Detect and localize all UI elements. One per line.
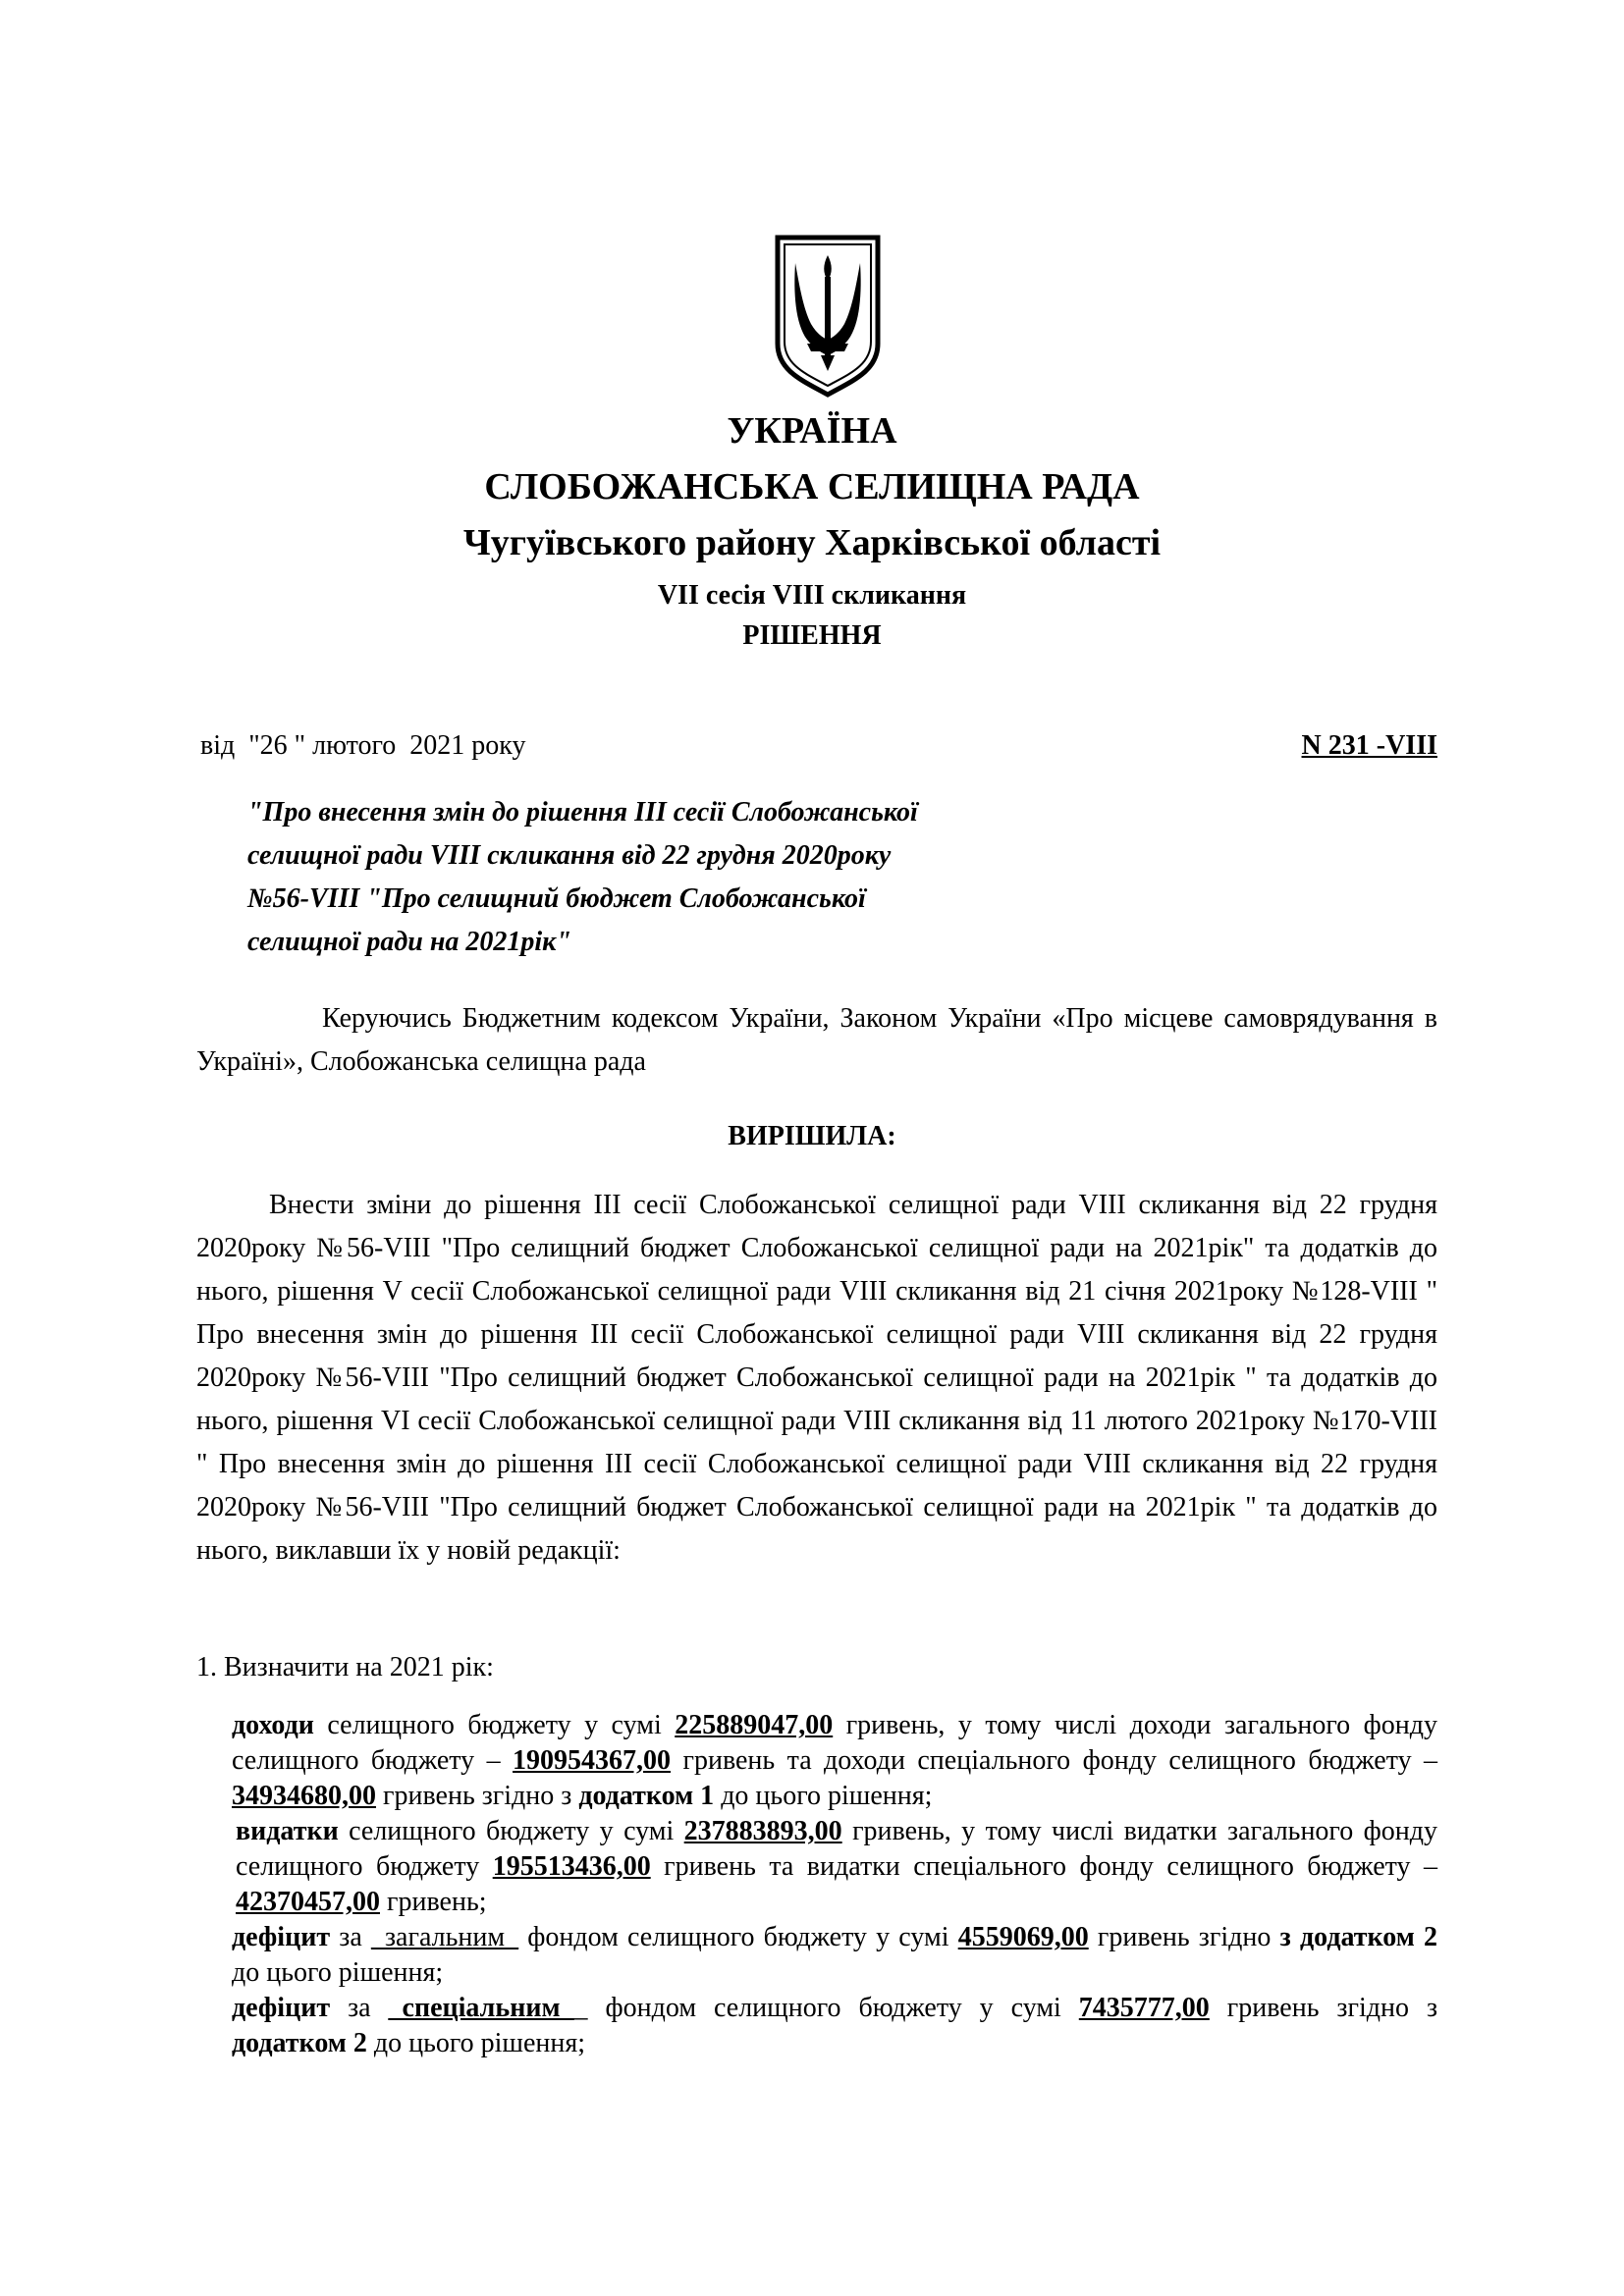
- text-fragment: гривень та видатки спеціального фонду селищного бюджету –: [650, 1851, 1438, 1882]
- expenses-paragraph: [232, 1814, 1437, 1920]
- text-fragment: за: [330, 1993, 389, 2023]
- council-heading: СЛОБОЖАНСЬКА СЕЛИЩНА РАДА: [484, 466, 1140, 507]
- deficit-special-amount: 7435777,00: [1078, 1993, 1210, 2023]
- text-fragment: гривень згідно з: [1209, 1993, 1437, 2023]
- text-fragment: за: [330, 1922, 371, 1952]
- deficit-special-label: дефіцит: [232, 1993, 331, 2023]
- text-fragment: до цього рішення;: [714, 1781, 933, 1811]
- title-line: селищної ради на 2021рік": [247, 927, 571, 957]
- revenues-annex: додатком 1: [578, 1781, 715, 1811]
- title-line: селищної ради VIII скликання від 22 грудня 2020року: [247, 840, 892, 871]
- item-1-heading: 1. Визначити на 2021 рік:: [196, 1652, 494, 1682]
- title-line: "Про внесення змін до рішення ІІІ сесії Слобожанської: [247, 797, 918, 828]
- text-fragment: фондом селищного бюджету у сумі: [518, 1922, 958, 1952]
- text-fragment: до цього рішення;: [366, 2028, 586, 2058]
- text-fragment: гривень згідно: [1088, 1922, 1280, 1952]
- expenses-label: видатки: [236, 1816, 339, 1846]
- text-fragment: селищного бюджету у сумі: [338, 1816, 684, 1846]
- title-line: №56-VIII "Про селищний бюджет Слобожанської: [247, 883, 866, 914]
- expenses-total: 237883893,00: [683, 1816, 842, 1846]
- text-fragment: _ фондом селищного бюджету у сумі: [573, 1993, 1079, 2023]
- revenues-general: 190954367,00: [513, 1745, 672, 1776]
- text-fragment: гривень, у тому числі видатки загального фонду селищного бюджету: [236, 1816, 1437, 1882]
- deficit-special-annex: додатком 2: [232, 2028, 367, 2058]
- text-fragment: до цього рішення;: [232, 1957, 444, 1988]
- decision-title: [247, 791, 1131, 964]
- deficit-general-amount: 4559069,00: [957, 1922, 1089, 1952]
- text-fragment: гривень, у тому числі доходи загального фонду селищного бюджету –: [232, 1710, 1437, 1776]
- deficit-general-fund: _загальним_: [370, 1922, 519, 1952]
- country-heading: УКРАЇНА: [727, 410, 897, 452]
- revenues-label: доходи: [232, 1710, 314, 1740]
- resolved-heading: ВИРІШИЛА:: [728, 1121, 896, 1151]
- body-paragraph: Внести зміни до рішення ІІІ сесії Слобожанської селищної ради VIII скликання від 22 грудня 2020року №56-VIII "Про селищний бюджет Слобожанської селищної ради на 2021рік" та додатків до нього, рішення V сесії Слобожанської селищної ради VIII скликання від 21 січня 2021року №128-VIII " Про внесення змін до рішення ІІІ сесії Слобожанської селищної ради VIII скликання від 22 грудня 2020року №56-VIII "Про селищний бюджет Слобожанської селищної ради на 2021рік " та додатків до нього, рішення VІ сесії Слобожанської селищної ради VIII скликання від 11 лютого 2021року №170-VIII " Про внесення змін до рішення ІІІ сесії Слобожанської селищної ради VIII скликання від 22 грудня 2020року №56-VIII "Про селищний бюджет Слобожанської селищної ради на 2021рік " та додатків до нього, виклавши їх у новій редакції:: [196, 1190, 1437, 1566]
- text-fragment: селищного бюджету у сумі: [313, 1710, 676, 1740]
- deficit-general-label: дефіцит: [232, 1922, 331, 1952]
- revenues-special: 34934680,00: [232, 1781, 376, 1811]
- deficit-special-fund: _спеціальним_: [388, 1993, 574, 2023]
- text-fragment: гривень та доходи спеціального фонду селищного бюджету –: [671, 1745, 1438, 1776]
- district-heading: Чугуївського району Харківської області: [462, 522, 1162, 563]
- deficit-special-paragraph: [232, 1991, 1437, 2061]
- document-type-heading: РІШЕННЯ: [742, 620, 882, 651]
- intro-paragraph: Керуючись Бюджетним кодексом України, Законом України «Про місцеве самоврядування в Україні», Слобожанська селищна рада: [196, 1003, 1437, 1077]
- coat-of-arms-icon: [774, 234, 882, 399]
- decision-date: від "26 " лютого 2021 року: [200, 730, 526, 761]
- text-fragment: гривень згідно з: [376, 1781, 579, 1811]
- decision-number: N 231 -VIII: [1301, 730, 1437, 761]
- expenses-general: 195513436,00: [492, 1851, 651, 1882]
- deficit-general-paragraph: [232, 1920, 1437, 1991]
- session-heading: VII сесія VIII скликання: [657, 580, 967, 611]
- budget-details: [232, 1708, 1437, 2061]
- deficit-general-annex: з додатком 2: [1279, 1922, 1437, 1952]
- revenues-total: 225889047,00: [675, 1710, 834, 1740]
- text-fragment: гривень;: [380, 1887, 487, 1917]
- expenses-special: 42370457,00: [236, 1887, 380, 1917]
- revenues-paragraph: [232, 1708, 1437, 1814]
